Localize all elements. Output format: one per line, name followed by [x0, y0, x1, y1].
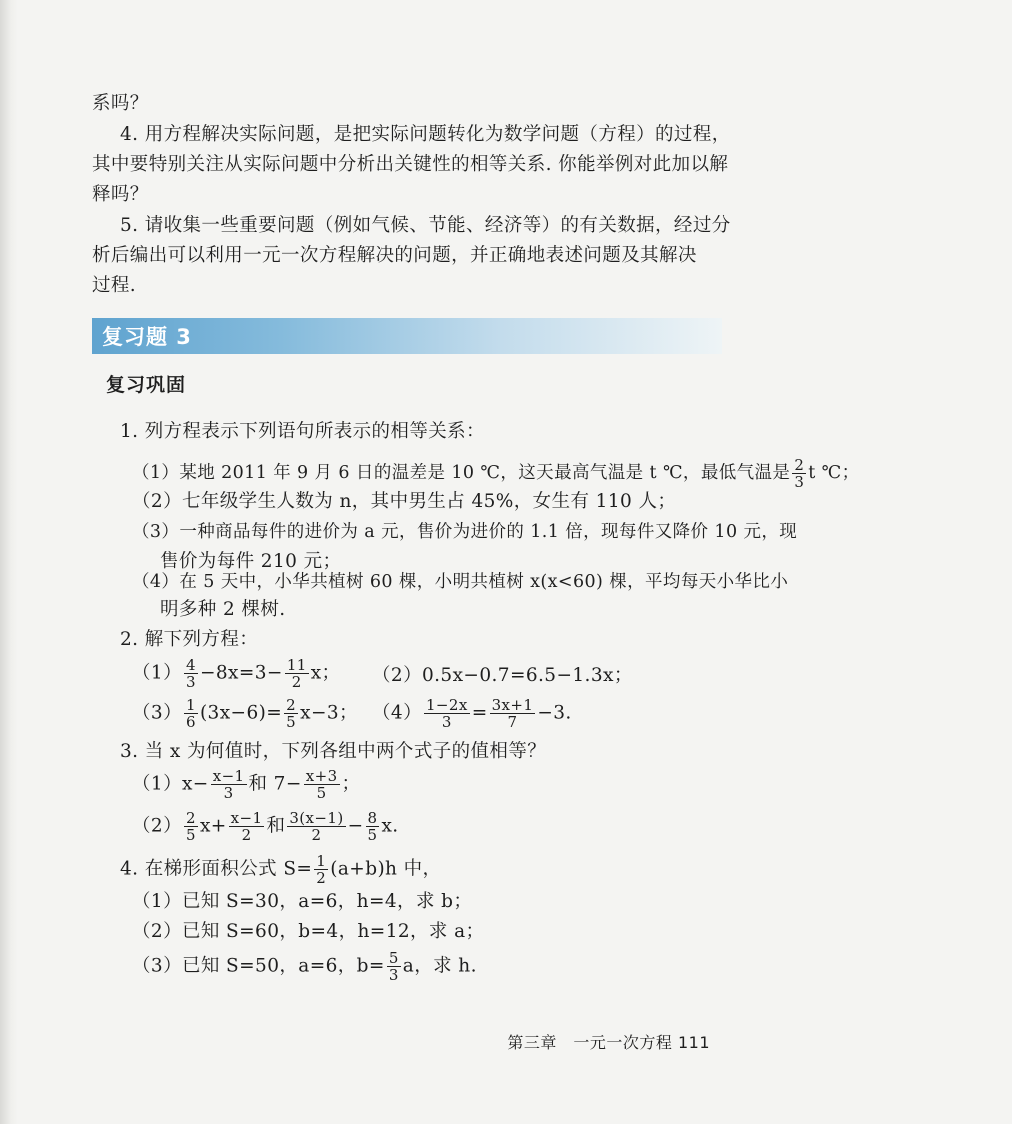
- question-item: （2）已知 S=60，b=4，h=12，求 a；: [132, 921, 485, 942]
- intro-line: 其中要特别关注从实际问题中分析出关键性的相等关系. 你能举例对此加以解: [92, 154, 729, 175]
- question-item: （1）某地 2011 年 9 月 6 日的温差是 10 ℃，这天最高气温是 t ℃，最低气温是 $\frac{2}{3}$ t ℃；: [132, 456, 860, 491]
- question-stem: 1. 列方程表示下列语句所表示的相等关系：: [120, 421, 485, 442]
- question-item: 明多种 2 棵树.: [160, 599, 286, 620]
- equation-item: （4） $\frac{1-2x}{3}$ = $\frac{3x+1}{7}$ −3.: [372, 696, 572, 731]
- fraction: $\frac{2}{3}$: [794, 456, 805, 491]
- intro-line: 释吗？: [92, 184, 149, 205]
- section-title: 复习题 3: [102, 325, 192, 349]
- question-item: （3）一种商品每件的进价为 a 元，售价为进价的 1.1 倍，现每件又降价 10 元，现: [132, 522, 798, 542]
- question-item: （4）在 5 天中，小华共植树 60 棵，小明共植树 x(x<60) 棵，平均每天小华比小: [132, 572, 789, 592]
- question-stem: 3. 当 x 为何值时，下列各组中两个式子的值相等？: [120, 741, 547, 762]
- question-stem: 2. 解下列方程：: [120, 629, 259, 650]
- question-item: （2）七年级学生人数为 n，其中男生占 45%，女生有 110 人；: [132, 491, 677, 512]
- intro-line: 4. 用方程解决实际问题，是把实际问题转化为数学问题（方程）的过程，: [120, 124, 731, 145]
- page-edge: [0, 0, 18, 1124]
- question-stem: 4. 在梯形面积公式 S= $\frac{1}{2}$ (a+b)h 中，: [120, 852, 442, 887]
- equation-item: （3） $\frac{1}{6}$ (3x−6)= $\frac{2}{5}$ x−3；: [132, 696, 358, 731]
- intro-line: 5. 请收集一些重要问题（例如气候、节能、经济等）的有关数据，经过分: [120, 215, 731, 236]
- intro-line: 析后编出可以利用一元一次方程解决的问题，并正确地表述问题及其解决: [92, 245, 697, 266]
- question-item: 售价为每件 210 元；: [160, 551, 342, 572]
- subsection-title: 复习巩固: [106, 374, 187, 396]
- page-number: 111: [677, 1033, 710, 1052]
- section-banner: [92, 318, 722, 354]
- intro-line: 过程.: [92, 275, 137, 296]
- expression-item: （1）x− $\frac{x-1}{3}$ 和 7− $\frac{x+3}{5}$ ；: [132, 767, 361, 802]
- question-item: （3）已知 S=50，a=6，b= $\frac{5}{3}$ a，求 h.: [132, 949, 477, 984]
- equation-item: （1） $\frac{4}{3}$ −8x=3− $\frac{11}{2}$ x；: [132, 656, 341, 691]
- intro-line: 系吗？: [92, 93, 149, 114]
- question-item: （1）已知 S=30，a=6，h=4，求 b；: [132, 891, 473, 912]
- chapter-title: 第三章 一元一次方程: [507, 1033, 673, 1052]
- equation-item: （2）0.5x−0.7=6.5−1.3x；: [372, 665, 633, 686]
- page-footer: [507, 1030, 710, 1053]
- expression-item: （2） $\frac{2}{5}$ x+ $\frac{x-1}{2}$ 和 $\frac{3(x-1)}{2}$ − $\frac{8}{5}$ x.: [132, 809, 399, 844]
